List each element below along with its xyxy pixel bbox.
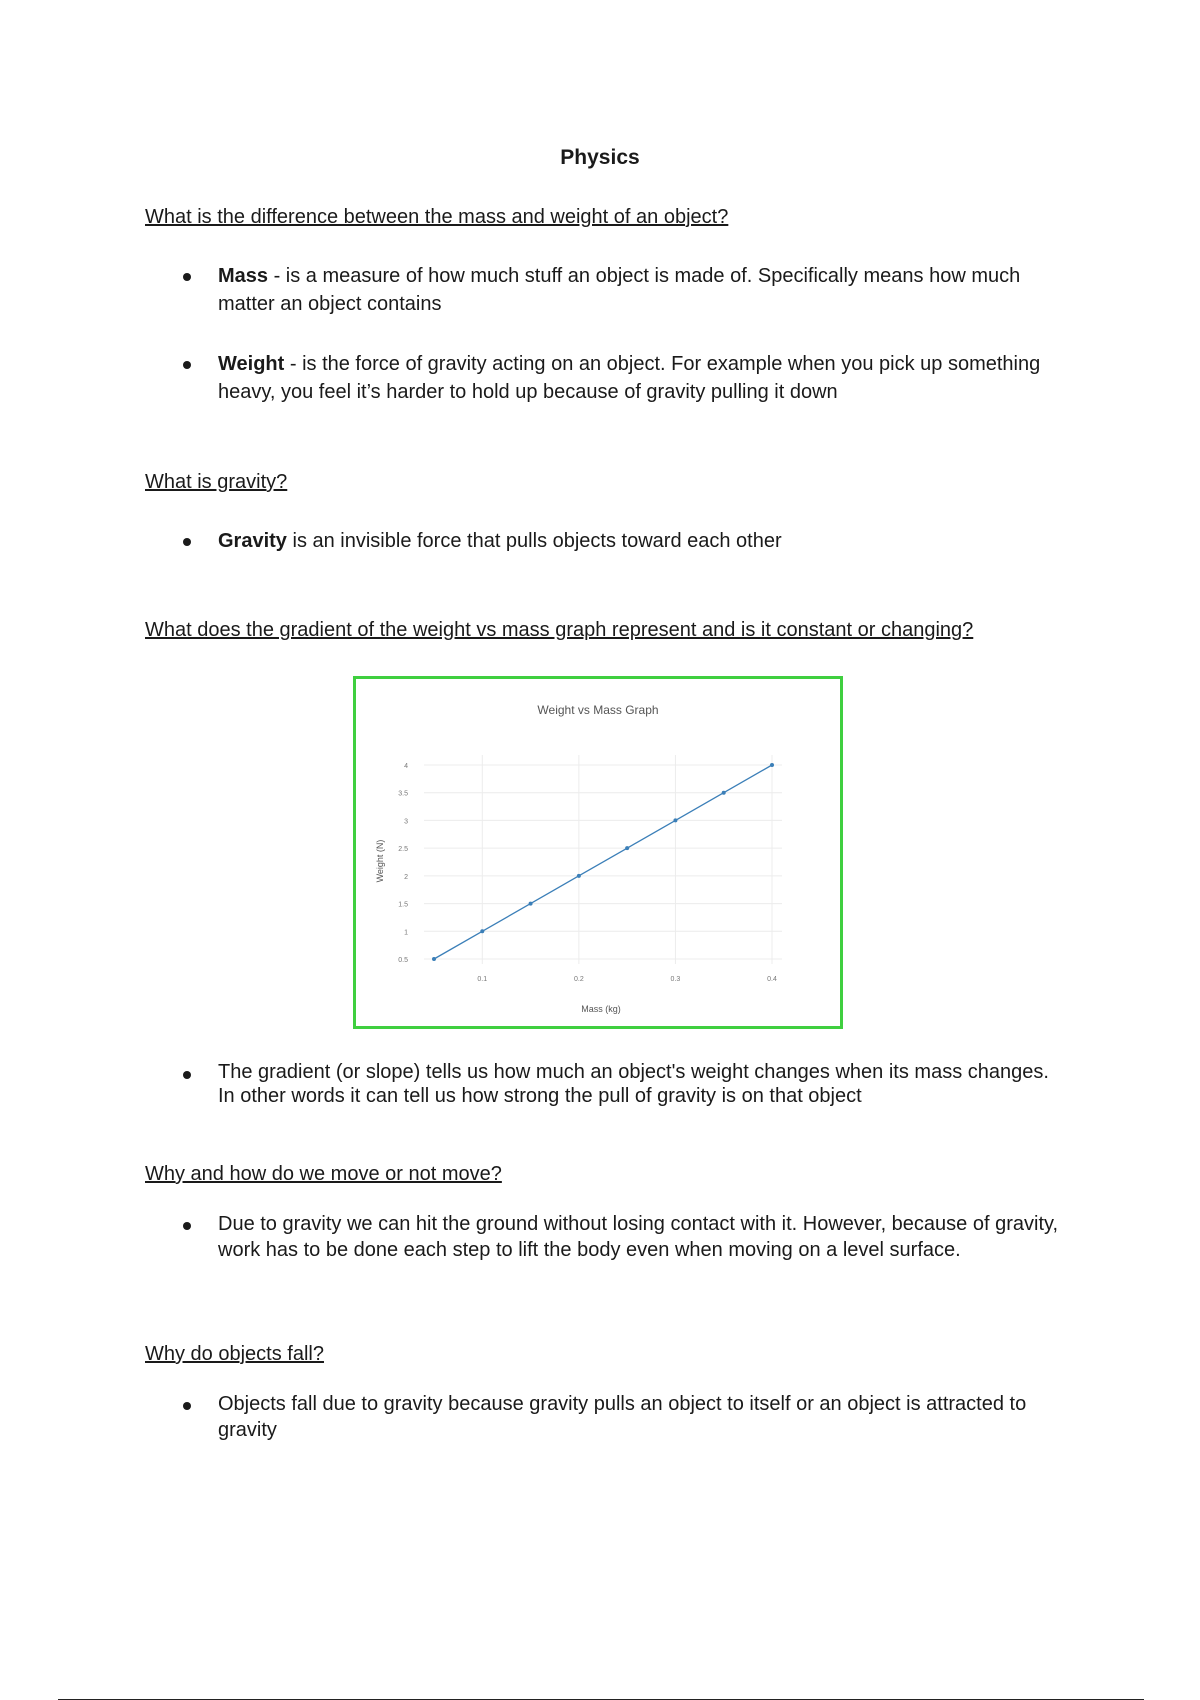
y-tick-label: 3.5 <box>398 790 408 798</box>
bullet-bold-term: Gravity <box>218 530 287 552</box>
bullet-body: is an invisible force that pulls objects toward each other <box>286 530 782 552</box>
question-mass-weight: What is the difference between the mass and weight of an object? <box>145 206 729 228</box>
x-tick-label: 0.4 <box>767 976 777 983</box>
question-move: Why and how do we move or not move? <box>145 1163 502 1185</box>
page-title: Physics <box>560 146 640 169</box>
series-line <box>434 765 772 959</box>
bullet-body: - is a measure of how much stuff an object is made of. Specifically means how much matter an object contains <box>218 265 1021 315</box>
x-tick-label: 0.3 <box>670 976 681 983</box>
weight-mass-chart <box>353 676 843 1029</box>
question-gradient: What does the gradient of the weight vs mass graph represent and is it constant or changing? <box>145 619 974 641</box>
chart-x-axis-label: Mass (kg) <box>581 1004 621 1014</box>
question-fall: Why do objects fall? <box>145 1343 324 1365</box>
data-point <box>673 818 677 822</box>
x-tick-label: 0.2 <box>573 976 584 983</box>
y-tick-label: 2.5 <box>398 846 408 854</box>
question-gravity: What is gravity? <box>145 471 288 493</box>
x-tick-label: 0.1 <box>477 976 488 983</box>
chart-grid <box>424 755 782 964</box>
bullet-text <box>218 350 1068 406</box>
data-point <box>480 929 484 933</box>
bullet-dot <box>183 1222 191 1230</box>
y-tick-label: 0.5 <box>398 957 408 964</box>
data-point <box>577 874 581 878</box>
bullet-dot <box>183 1071 191 1079</box>
chart-canvas <box>356 679 840 1026</box>
y-tick-label: 3 <box>404 818 408 826</box>
data-point <box>529 902 533 906</box>
bullet-body: - is the force of gravity acting on an object. For example when you pick up something heavy, you feel it’s harder to hold up because of gravity pulling it down <box>218 353 1041 403</box>
chart-y-axis-label: Weight (N) <box>375 839 385 883</box>
y-tick-label: 2 <box>404 873 408 881</box>
bullet-dot <box>183 538 191 546</box>
y-tick-label: 1 <box>404 929 408 937</box>
y-tick-label: 4 <box>404 763 408 770</box>
bullet-text: Objects fall due to gravity because gravity pulls an object to itself or an object is attracted to gravity <box>218 1393 1027 1441</box>
bullet-bold-term: Mass <box>218 265 269 287</box>
bullet-dot <box>183 273 191 281</box>
data-point <box>432 957 436 961</box>
bullet-dot <box>183 361 191 369</box>
bullet-dot <box>183 1402 191 1410</box>
data-point <box>770 763 774 767</box>
bullet-text <box>218 527 1068 555</box>
data-point <box>722 791 726 795</box>
y-tick-label: 1.5 <box>398 901 408 909</box>
bullet-text <box>218 262 1068 318</box>
bullet-text: The gradient (or slope) tells us how much an object's weight changes when its mass changes. In other words it can tell us how strong the pull of gravity is on that object <box>218 1061 1049 1107</box>
bullet-bold-term: Weight <box>218 353 285 375</box>
bullet-text: Due to gravity we can hit the ground without losing contact with it. However, because of gravity, work has to be done each step to lift the body even when moving on a level surface. <box>218 1213 1059 1261</box>
data-point <box>625 846 629 850</box>
chart-title: Weight vs Mass Graph <box>537 703 659 717</box>
